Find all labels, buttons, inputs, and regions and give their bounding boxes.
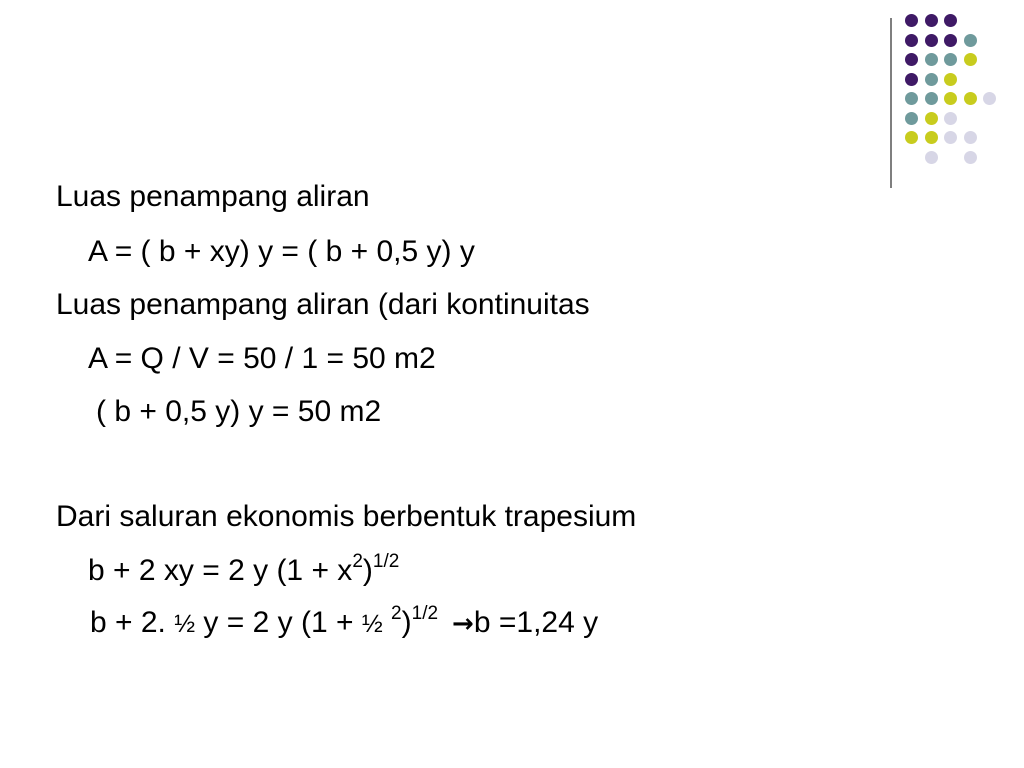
decorative-dot [964,53,977,66]
decorative-dot [925,151,938,164]
decorative-dot [964,151,977,164]
decorative-dot [964,131,977,144]
decorative-dot [925,131,938,144]
text-line-3: Luas penampang aliran (dari kontinuitas [56,288,590,321]
formula-8-half-1: ½ [174,610,196,638]
decorative-dot [905,112,918,125]
decorative-dot [944,73,957,86]
decorative-dot [964,34,977,47]
formula-line-8 [90,603,599,641]
decorative-dot [983,92,996,105]
formula-8-half-2: ½ [361,610,383,638]
decorative-dot [944,14,957,27]
text-line-5: ( b + 0,5 y) y = 50 m2 [96,395,382,428]
decorative-dot [925,73,938,86]
text-line-4: A = Q / V = 50 / 1 = 50 m2 [88,342,436,375]
formula-8-paren: ) [401,606,412,639]
text-line-2: A = ( b + xy) y = ( b + 0,5 y) y [88,235,475,268]
decorative-dot [944,112,957,125]
formula-8-result: b =1,24 y [473,606,599,639]
decorative-dot [944,131,957,144]
decorative-dot [905,92,918,105]
formula-7-main: b + 2 xy = 2 y (1 + x [88,554,353,587]
formula-8-exp-2: 1/2 [411,603,439,624]
decorative-dot [944,53,957,66]
arrow-right-icon: → [452,609,474,639]
formula-8-space [383,606,391,639]
formula-7-paren: ) [362,554,373,587]
text-line-6: Dari saluran ekonomis berbentuk trapesium [56,500,637,533]
decorative-dot [925,34,938,47]
decorative-dot [905,131,918,144]
decorative-dot [905,53,918,66]
formula-8-mid-1: y = 2 y (1 + [195,606,362,639]
decorative-dot [925,92,938,105]
decorative-dot [944,92,957,105]
text-line-1: Luas penampang aliran [56,180,370,213]
formula-7-exp-1: 2 [352,551,363,572]
formula-8-exp-1: 2 [391,603,402,624]
decorative-dot [905,73,918,86]
decorative-dot [944,34,957,47]
decorative-dot [925,53,938,66]
dot-grid-decoration [905,14,1015,164]
vertical-divider [890,18,892,188]
formula-line-7 [88,551,400,588]
decorative-dot [964,92,977,105]
decorative-dot [925,112,938,125]
formula-8-pre: b + 2. [90,606,175,639]
formula-7-exp-2: 1/2 [372,551,400,572]
decorative-dot [905,34,918,47]
decorative-dot [905,14,918,27]
decorative-dot [925,14,938,27]
